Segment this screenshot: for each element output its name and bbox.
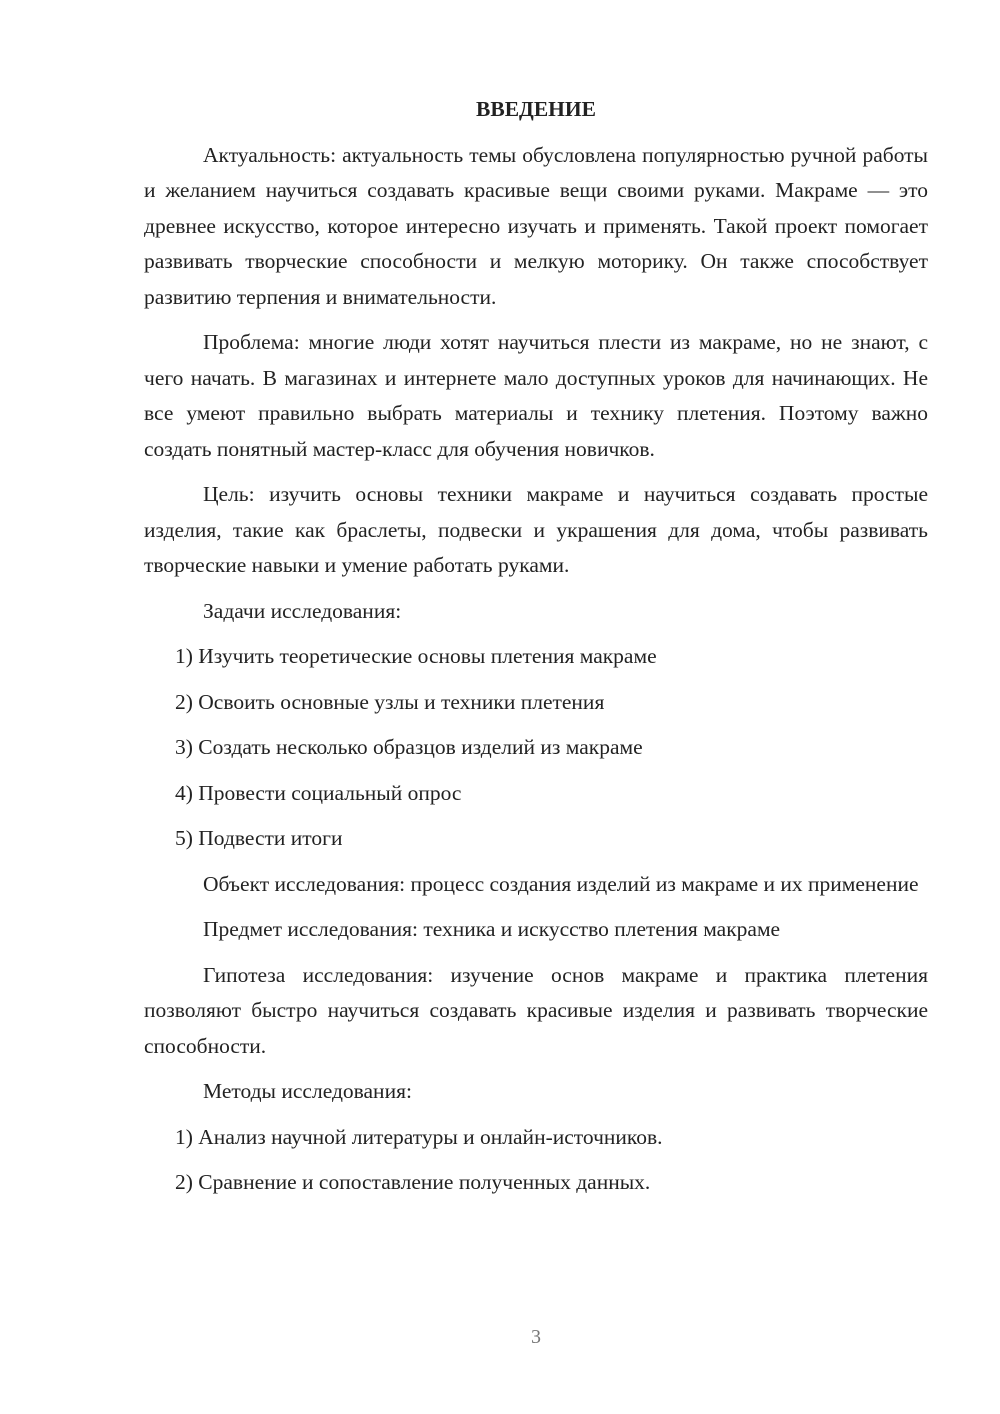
list-item: 4) Провести социальный опрос [175,780,462,805]
list-item: 5) Подвести итоги [175,826,343,850]
tasks-list [144,639,928,857]
problem-paragraph: Проблема: многие люди хотят научиться плести из макраме, но не знают, с чего начать. В магазинах и интернете мало доступных уроков для начинающих. Не все умеют правильно выбрать материалы и технику плетения. Поэтому важно создать понятный мастер-класс для обучения новичков. [144,330,928,461]
page-number: 3 [531,1326,541,1348]
list-item: 1) Анализ научной литературы и онлайн-источников. [175,1124,663,1149]
list-item: 2) Освоить основные узлы и техники плетения [175,689,605,714]
list-item: 1) Изучить теоретические основы плетения макраме [175,644,657,668]
object-paragraph: Объект исследования: процесс создания изделий из макраме и их применение [203,871,919,896]
relevance-paragraph: Актуальность: актуальность темы обусловлена популярностью ручной работы и желанием научиться создавать красивые вещи своими руками. Макраме — это древнее искусство, которое интересно изучать и применять. Такой проект помогает развивать творческие способности и мелкую моторику. Он также способствует развитию терпения и внимательности. [144,142,928,309]
tasks-label: Задачи исследования: [203,598,402,623]
goal-paragraph: Цель: изучить основы техники макраме и научиться создавать простые изделия, такие как браслеты, подвески и украшения для дома, чтобы развивать творческие навыки и умение работать руками. [144,482,928,577]
methods-label: Методы исследования: [203,1079,412,1103]
methods-list [144,1120,928,1201]
list-item: 3) Создать несколько образцов изделий из макраме [175,735,643,759]
page-content [144,92,928,1211]
page-title: ВВЕДЕНИЕ [476,97,596,121]
hypothesis-paragraph: Гипотеза исследования: изучение основ макраме и практика плетения позволяют быстро научиться создавать красивые изделия и развивать творческие способности. [144,962,928,1058]
list-item: 2) Сравнение и сопоставление полученных данных. [175,1170,651,1194]
subject-paragraph: Предмет исследования: техника и искусство плетения макраме [203,917,781,941]
